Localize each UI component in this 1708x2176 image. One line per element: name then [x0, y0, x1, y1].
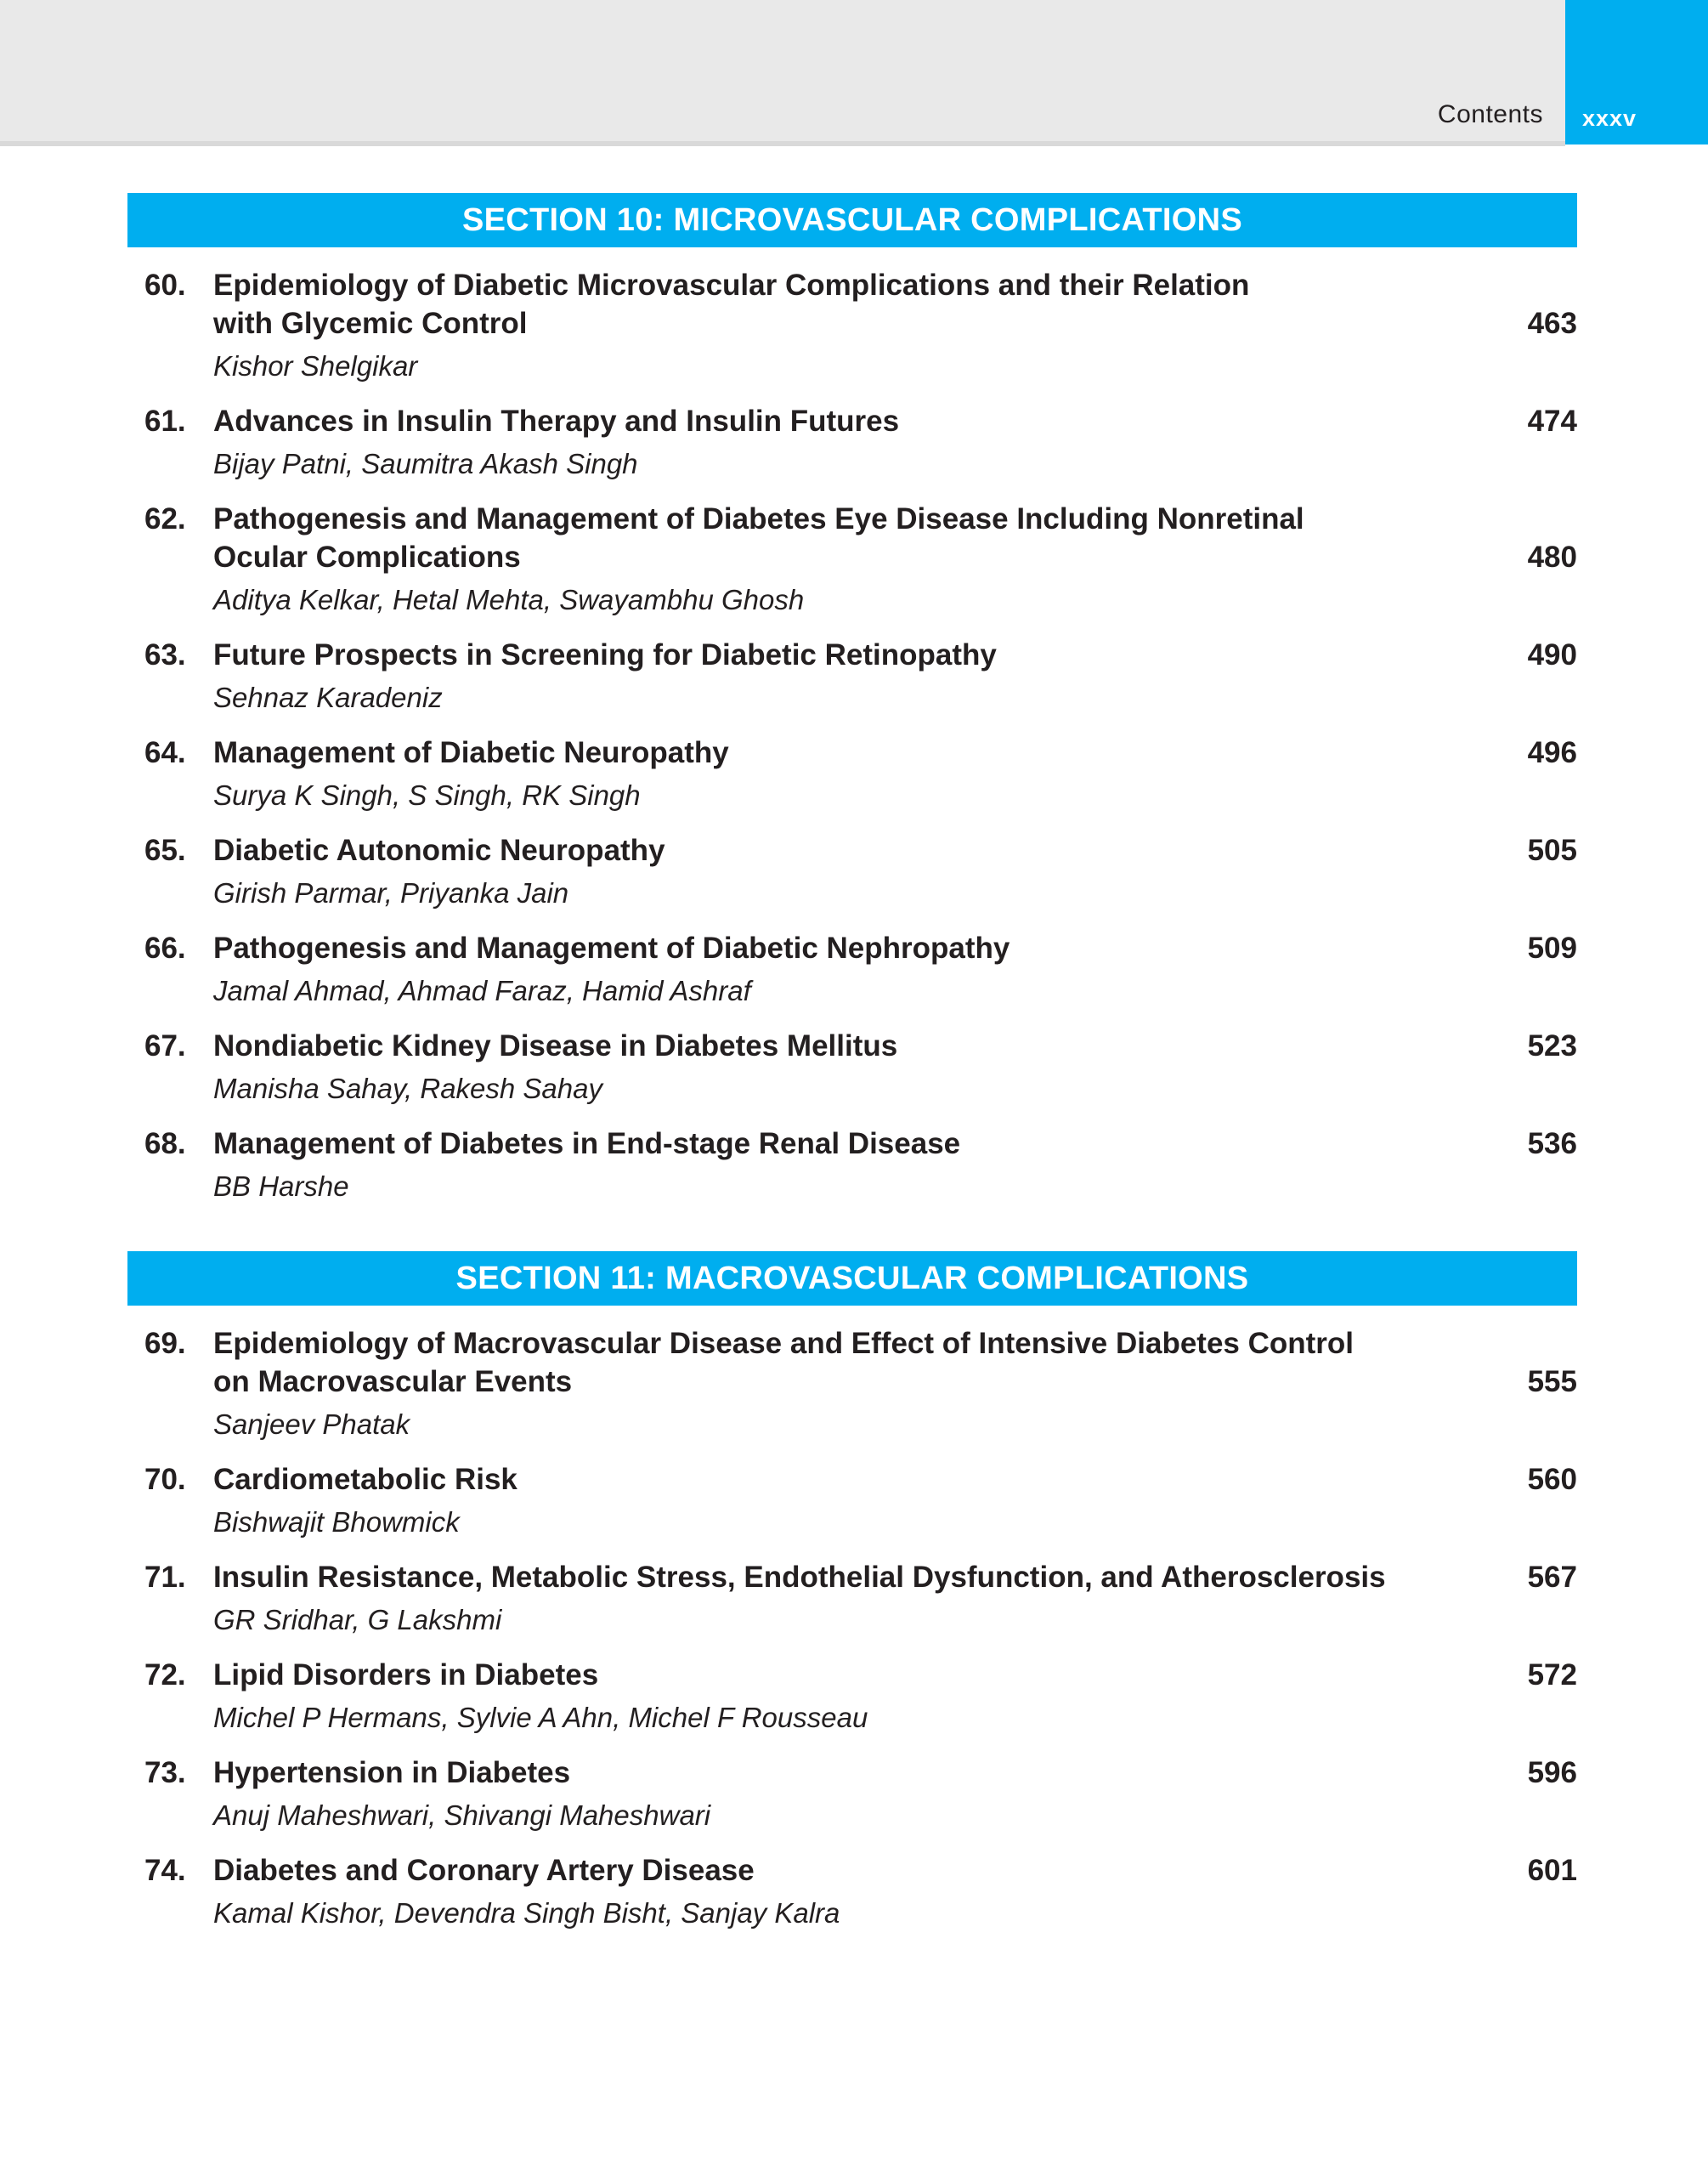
chapter-page-number: 505	[1527, 834, 1577, 867]
chapter-page-number: 474	[1527, 405, 1577, 438]
chapter-body	[213, 929, 1441, 1010]
entry-spacer	[127, 1834, 1577, 1851]
chapter-number: 72.	[144, 1658, 186, 1692]
chapter-authors: Bishwajit Bhowmick	[213, 1506, 460, 1538]
chapter-page-number: 601	[1527, 1854, 1577, 1887]
entry-spacer	[127, 1010, 1577, 1027]
chapter-body	[213, 1125, 1441, 1205]
toc-entry[interactable]	[127, 1460, 1577, 1541]
section-heading: SECTION 10: MICROVASCULAR COMPLICATIONS	[127, 193, 1577, 247]
chapter-authors: Michel P Hermans, Sylvie A Ahn, Michel F Rousseau	[213, 1702, 868, 1733]
chapter-number: 68.	[144, 1127, 186, 1160]
chapter-body	[213, 831, 1441, 912]
chapter-page-number: 509	[1527, 932, 1577, 965]
section-heading-spacer	[127, 1306, 1577, 1324]
chapter-title-line: Management of Diabetes in End-stage Renal Disease	[213, 1127, 961, 1160]
page-number: xxxv	[1582, 105, 1637, 131]
chapter-authors: Anuj Maheshwari, Shivangi Maheshwari	[213, 1799, 711, 1831]
entry-spacer	[127, 1541, 1577, 1558]
chapter-page-number: 560	[1527, 1463, 1577, 1496]
toc-entry[interactable]	[127, 929, 1577, 1010]
chapter-body	[213, 500, 1441, 619]
chapter-title-line: Cardiometabolic Risk	[213, 1463, 517, 1496]
chapter-authors: Bijay Patni, Saumitra Akash Singh	[213, 448, 638, 479]
toc-entry[interactable]	[127, 266, 1577, 385]
entry-spacer	[127, 385, 1577, 402]
chapter-number: 71.	[144, 1561, 186, 1594]
chapter-number: 74.	[144, 1854, 186, 1887]
chapter-title-line: Diabetic Autonomic Neuropathy	[213, 834, 665, 867]
chapter-number: 64.	[144, 736, 186, 769]
chapter-page-number: 523	[1527, 1029, 1577, 1062]
entry-spacer	[127, 1639, 1577, 1656]
chapter-body	[213, 402, 1441, 483]
chapter-title-line: on Macrovascular Events	[213, 1365, 573, 1398]
chapter-title-line: Ocular Complications	[213, 541, 521, 574]
toc-entry[interactable]	[127, 402, 1577, 483]
chapter-authors: Sehnaz Karadeniz	[213, 682, 443, 713]
chapter-body	[213, 266, 1441, 385]
toc-entry[interactable]	[127, 734, 1577, 814]
chapter-body	[213, 1558, 1441, 1639]
running-head: Contents	[1437, 100, 1543, 128]
chapter-title-line: Nondiabetic Kidney Disease in Diabetes Mellitus	[213, 1029, 898, 1062]
chapter-authors: Kishor Shelgikar	[213, 350, 418, 382]
chapter-body	[213, 734, 1441, 814]
chapter-page-number: 480	[1527, 541, 1577, 574]
chapter-title-line: Future Prospects in Screening for Diabetic Retinopathy	[213, 638, 997, 672]
chapter-title-line: Insulin Resistance, Metabolic Stress, Endothelial Dysfunction, and Atherosclerosis	[213, 1561, 1386, 1594]
section-heading: SECTION 11: MACROVASCULAR COMPLICATIONS	[127, 1251, 1577, 1306]
toc-entry[interactable]	[127, 500, 1577, 619]
chapter-page-number: 536	[1527, 1127, 1577, 1160]
toc-entry[interactable]	[127, 1324, 1577, 1443]
chapter-body	[213, 1027, 1441, 1108]
chapter-authors: Jamal Ahmad, Ahmad Faraz, Hamid Ashraf	[213, 975, 751, 1006]
toc-entry[interactable]	[127, 636, 1577, 717]
toc-entry[interactable]	[127, 1851, 1577, 1932]
chapter-title-line: Epidemiology of Diabetic Microvascular Complications and their Relation	[213, 269, 1250, 302]
section-spacer	[127, 1205, 1577, 1251]
chapter-page-number: 572	[1527, 1658, 1577, 1692]
section-heading-spacer	[127, 247, 1577, 266]
chapter-authors: Aditya Kelkar, Hetal Mehta, Swayambhu Ghosh	[213, 584, 805, 615]
toc-entry[interactable]	[127, 1656, 1577, 1737]
chapter-number: 67.	[144, 1029, 186, 1062]
entry-spacer	[127, 717, 1577, 734]
chapter-authors: BB Harshe	[213, 1170, 349, 1202]
chapter-number: 61.	[144, 405, 186, 438]
chapter-authors: Sanjeev Phatak	[213, 1408, 410, 1440]
entry-spacer	[127, 1108, 1577, 1125]
entry-spacer	[127, 814, 1577, 831]
chapter-authors: Surya K Singh, S Singh, RK Singh	[213, 779, 641, 811]
entry-spacer	[127, 1443, 1577, 1460]
entry-spacer	[127, 483, 1577, 500]
chapter-number: 73.	[144, 1756, 186, 1789]
chapter-title-line: Advances in Insulin Therapy and Insulin Futures	[213, 405, 900, 438]
toc-entry[interactable]	[127, 1754, 1577, 1834]
chapter-title-line: Pathogenesis and Management of Diabetic Nephropathy	[213, 932, 1010, 965]
toc-entry[interactable]	[127, 1125, 1577, 1205]
toc-entry[interactable]	[127, 1027, 1577, 1108]
chapter-authors: Girish Parmar, Priyanka Jain	[213, 877, 569, 909]
chapter-body	[213, 1754, 1441, 1834]
chapter-page-number: 496	[1527, 736, 1577, 769]
chapter-page-number: 490	[1527, 638, 1577, 672]
entry-spacer	[127, 619, 1577, 636]
chapter-number: 62.	[144, 502, 186, 536]
chapter-title-line: Management of Diabetic Neuropathy	[213, 736, 729, 769]
chapter-page-number: 567	[1527, 1561, 1577, 1594]
toc-entry[interactable]	[127, 1558, 1577, 1639]
chapter-body	[213, 1656, 1441, 1737]
header-band	[0, 0, 1565, 144]
chapter-page-number: 596	[1527, 1756, 1577, 1789]
chapter-body	[213, 1460, 1441, 1541]
chapter-title-line: Pathogenesis and Management of Diabetes Eye Disease Including Nonretinal	[213, 502, 1304, 536]
chapter-body	[213, 1324, 1441, 1443]
chapter-authors: Manisha Sahay, Rakesh Sahay	[213, 1073, 602, 1104]
chapter-body	[213, 636, 1441, 717]
chapter-title-line: Lipid Disorders in Diabetes	[213, 1658, 599, 1692]
chapter-title-line: Diabetes and Coronary Artery Disease	[213, 1854, 755, 1887]
entry-spacer	[127, 1737, 1577, 1754]
chapter-body	[213, 1851, 1441, 1932]
chapter-number: 69.	[144, 1327, 186, 1360]
chapter-title-line: Hypertension in Diabetes	[213, 1756, 571, 1789]
chapter-page-number: 463	[1527, 307, 1577, 340]
chapter-number: 70.	[144, 1463, 186, 1496]
chapter-title-line: Epidemiology of Macrovascular Disease and Effect of Intensive Diabetes Control	[213, 1327, 1355, 1360]
toc-entry[interactable]	[127, 831, 1577, 912]
header-band-shadow	[0, 141, 1565, 146]
chapter-number: 60.	[144, 269, 186, 302]
table-of-contents	[127, 193, 1577, 1932]
chapter-number: 66.	[144, 932, 186, 965]
chapter-authors: GR Sridhar, G Lakshmi	[213, 1604, 502, 1635]
chapter-authors: Kamal Kishor, Devendra Singh Bisht, Sanjay Kalra	[213, 1897, 840, 1929]
chapter-title-line: with Glycemic Control	[213, 307, 528, 340]
chapter-page-number: 555	[1527, 1365, 1577, 1398]
entry-spacer	[127, 912, 1577, 929]
chapter-number: 65.	[144, 834, 186, 867]
chapter-number: 63.	[144, 638, 186, 672]
